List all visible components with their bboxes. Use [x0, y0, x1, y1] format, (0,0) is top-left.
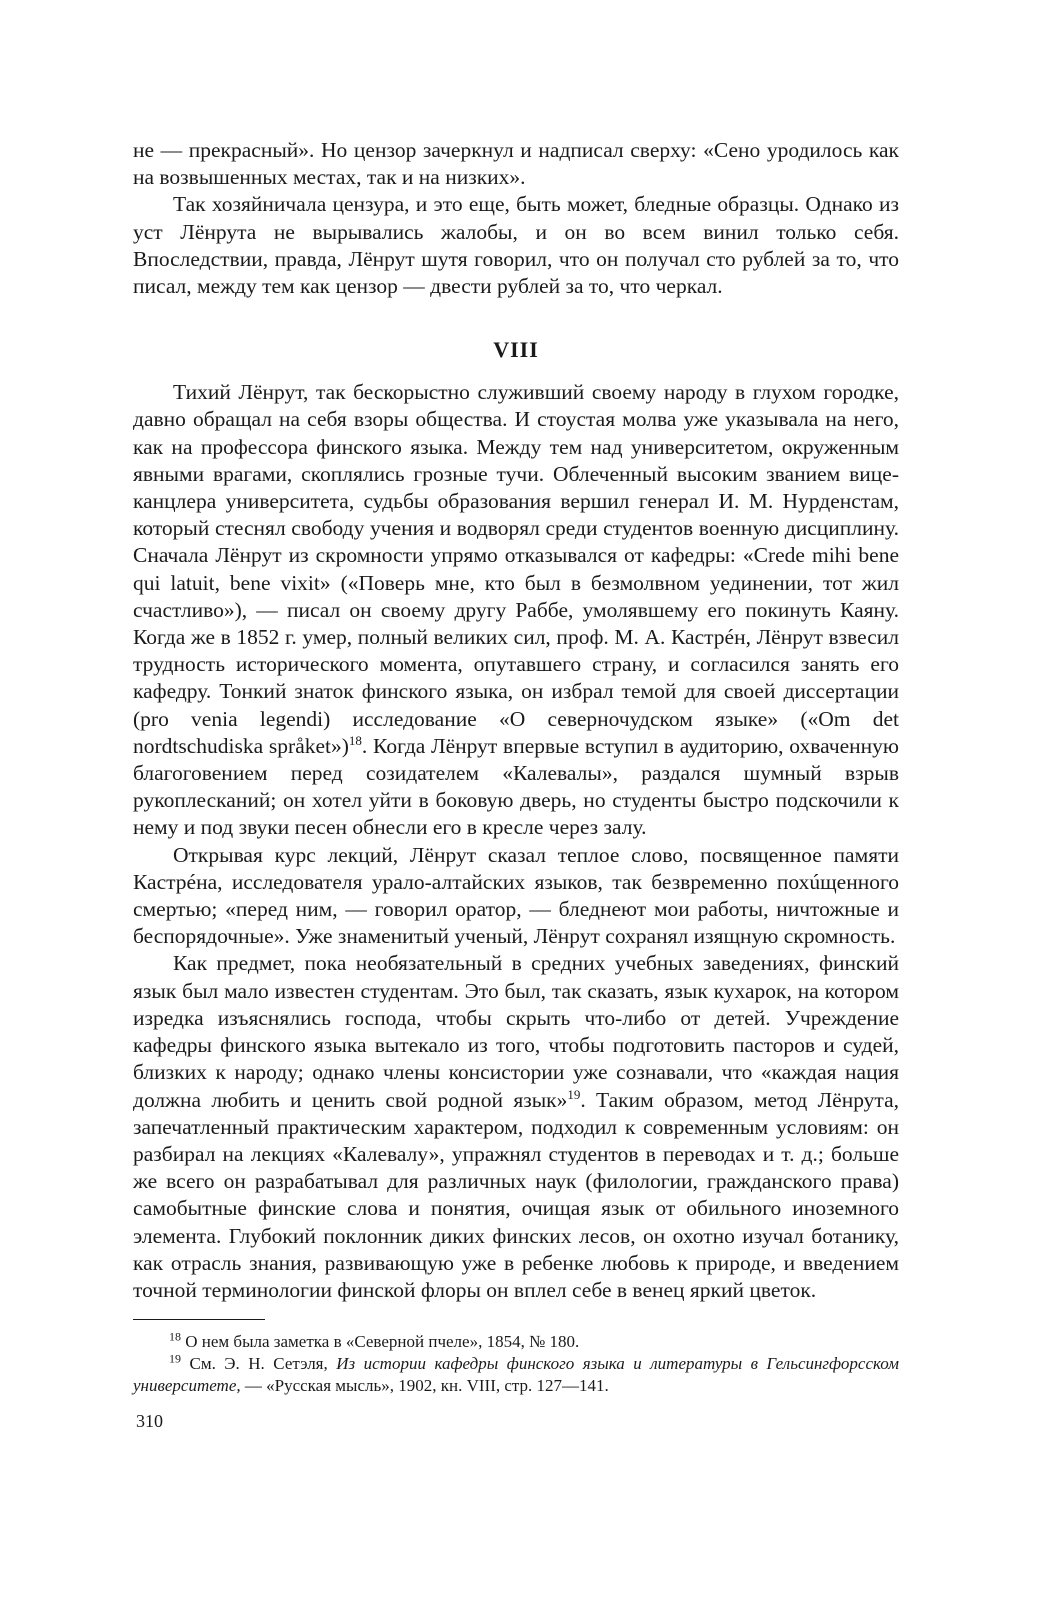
paragraph-text: . Таким образом, метод Лёнрута, запечатленный практическим характером, подходил к современным условиям: он разбирал на лекциях «Калевалу», упражнял студентов в переводах и т. д.; больше же всего он разрабатывал для различных наук (филологии, гражданского права) самобытные финские слова и понятия, очищая язык от обильного иноземного элемента. Глубокий поклонник диких финских лесов, он охотно изучал ботанику, как отрасль знания, развивающую уже в ребенке любовь к природе, и введением точной терминологии финской флоры он вплел себе в венец яркий цветок. [133, 1087, 899, 1302]
footnote-mark: 19 [169, 1351, 181, 1366]
paragraph-censorship: Так хозяйничала цензура, и это еще, быть может, бледные образцы. Однако из уст Лёнрута не вырывались жалобы, и он во всем винил только себя. Впоследствии, правда, Лёнрут шутя говорил, что он получал сто рублей за то, что писал, между тем как цензор — двести рублей за то, что черкал. [133, 192, 899, 299]
footnote-ref-19[interactable]: 19 [567, 1086, 581, 1102]
paragraph-text: . Когда Лёнрут впервые вступил в аудиторию, охваченную благоговением перед созидателем «Калевалы», раздался шумный взрыв рукоплесканий; он хотел уйти в боковую дверь, но студенты быстро подскочили к нему и под звуки песен обнесли его в кресле через залу. [133, 733, 899, 840]
paragraph-text: Тихий Лёнрут, так бескорыстно служивший своему народу в глухом городке, давно обращал на себя взоры общества. И стоустая молва уже указывала на него, как на профессора финского языка. Между тем над университетом, окруженным явными врагами, скоплялись грозные тучи. Облеченный высоким званием вице-канцлера университета, судьбы образования вершил генерал И. М. Нурденстам, который стеснял свободу учения и водворял среди студентов военную дисциплину. Сначала Лёнрут из скромности упрямо отказывался от кафедры: «Crede mihi bene qui latuit, bene vixit» («Поверь мне, кто был в безмолвном уединении, тот жил счастливо»), — писал он своему другу Раббе, умолявшему его покинуть Каяну. Когда же в 1852 г. умер, полный великих сил, проф. М. А. Кастрéн, Лёнрут взвесил трудность исторического момента, опутавшего страну, и согласился занять его кафедру. Тонкий знаток финского языка, он избрал темой для своей диссертации (pro venia legendi) исследование «О северночудском языке» («Om det nordtschudiska språket») [133, 380, 899, 758]
footnote-mark: 18 [169, 1329, 181, 1344]
paragraph-finnish-language [133, 950, 899, 1304]
paragraph-text: Как предмет, пока необязательный в средних учебных заведениях, финский язык был мало известен студентам. Это был, так сказать, язык кухарок, на котором изредка изъяснялись господа, чтобы скрыть что-либо от детей. Учреждение кафедры финского языка вытекало из того, чтобы подготовить пасторов и судей, близких к народу; однако члены консистории уже сознавали, что «каждая нация должна любить и ценить свой родной язык» [133, 951, 899, 1112]
paragraph-continuation: не — прекрасный». Но цензор зачеркнул и надписал сверху: «Сено уродилось как на возвышенных местах, так и на низких». [133, 138, 899, 190]
footnote-text: См. Э. Н. Сетэля, [189, 1354, 337, 1373]
footnote-text: О нем была заметка в «Северной пчеле», 1854, № 180. [185, 1332, 580, 1351]
footnotes [133, 1331, 899, 1397]
page-number: 310 [136, 1411, 163, 1431]
footnote-18 [133, 1331, 899, 1353]
paragraph-lonnrot-chair [133, 379, 899, 841]
footnote-ref-18[interactable]: 18 [348, 732, 362, 748]
section-heading: VIII [493, 337, 539, 363]
footnote-title: Из истории кафедры финского языка и литературы в Гельсингфорсском университете, [133, 1354, 900, 1395]
footnote-text: — «Русская мысль», 1902, кн. VIII, стр. 127—141. [240, 1376, 609, 1395]
footnote-19 [133, 1353, 899, 1397]
footnote-divider [133, 1319, 265, 1320]
paragraph-lectures: Открывая курс лекций, Лёнрут сказал теплое слово, посвященное памяти Кастрéна, исследователя урало-алтайских языков, так безвременно похúщенного смертью; «перед ним, — говорил оратор, — бледнеют мои работы, ничтожные и беспорядочные». Уже знаменитый ученый, Лёнрут сохранял изящную скромность. [133, 842, 899, 949]
main-text [133, 137, 899, 1304]
